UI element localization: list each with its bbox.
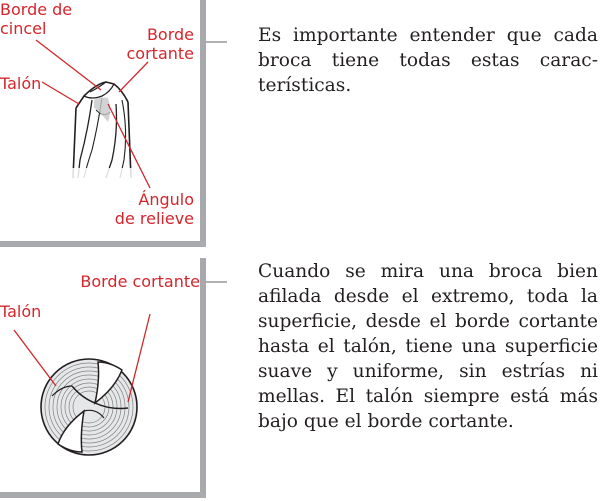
callout-talon: Talón xyxy=(0,74,42,93)
paragraph-drill-end-view: Cuando se mira una broca bien afilada desde el extremo, toda la superficie, desde el borde cortante hasta el talón, tiene una superficie suave y uniforme, sin estrías ni mellas. El talón siempre está más bajo que el borde cortante. xyxy=(258,261,598,432)
callout-borde-cortante: Borde cortante xyxy=(126,25,194,63)
figure-frame-right xyxy=(200,0,206,247)
drill-flute-shading xyxy=(94,97,110,122)
callout-talon: Talón xyxy=(0,302,42,321)
callout-borde-de-cincel: Borde de cincel xyxy=(0,0,73,38)
figure-frame-bottom xyxy=(0,492,206,498)
figure-frame-bottom xyxy=(0,241,206,247)
callout-borde-cortante: Borde cortante xyxy=(80,272,200,291)
drill-side-view-figure xyxy=(0,0,208,250)
drill-bit-side xyxy=(66,82,138,180)
drill-end-view-figure xyxy=(0,258,208,501)
paragraph-drill-characteristics: Es importante entender que cada broca tiene todas estas características. xyxy=(258,25,598,96)
drill-bit-end xyxy=(41,359,137,455)
callout-angulo-de-relieve: Ángulo de relieve xyxy=(114,190,194,228)
drill-end-illustration xyxy=(0,258,240,501)
figure-frame-right xyxy=(200,258,206,498)
